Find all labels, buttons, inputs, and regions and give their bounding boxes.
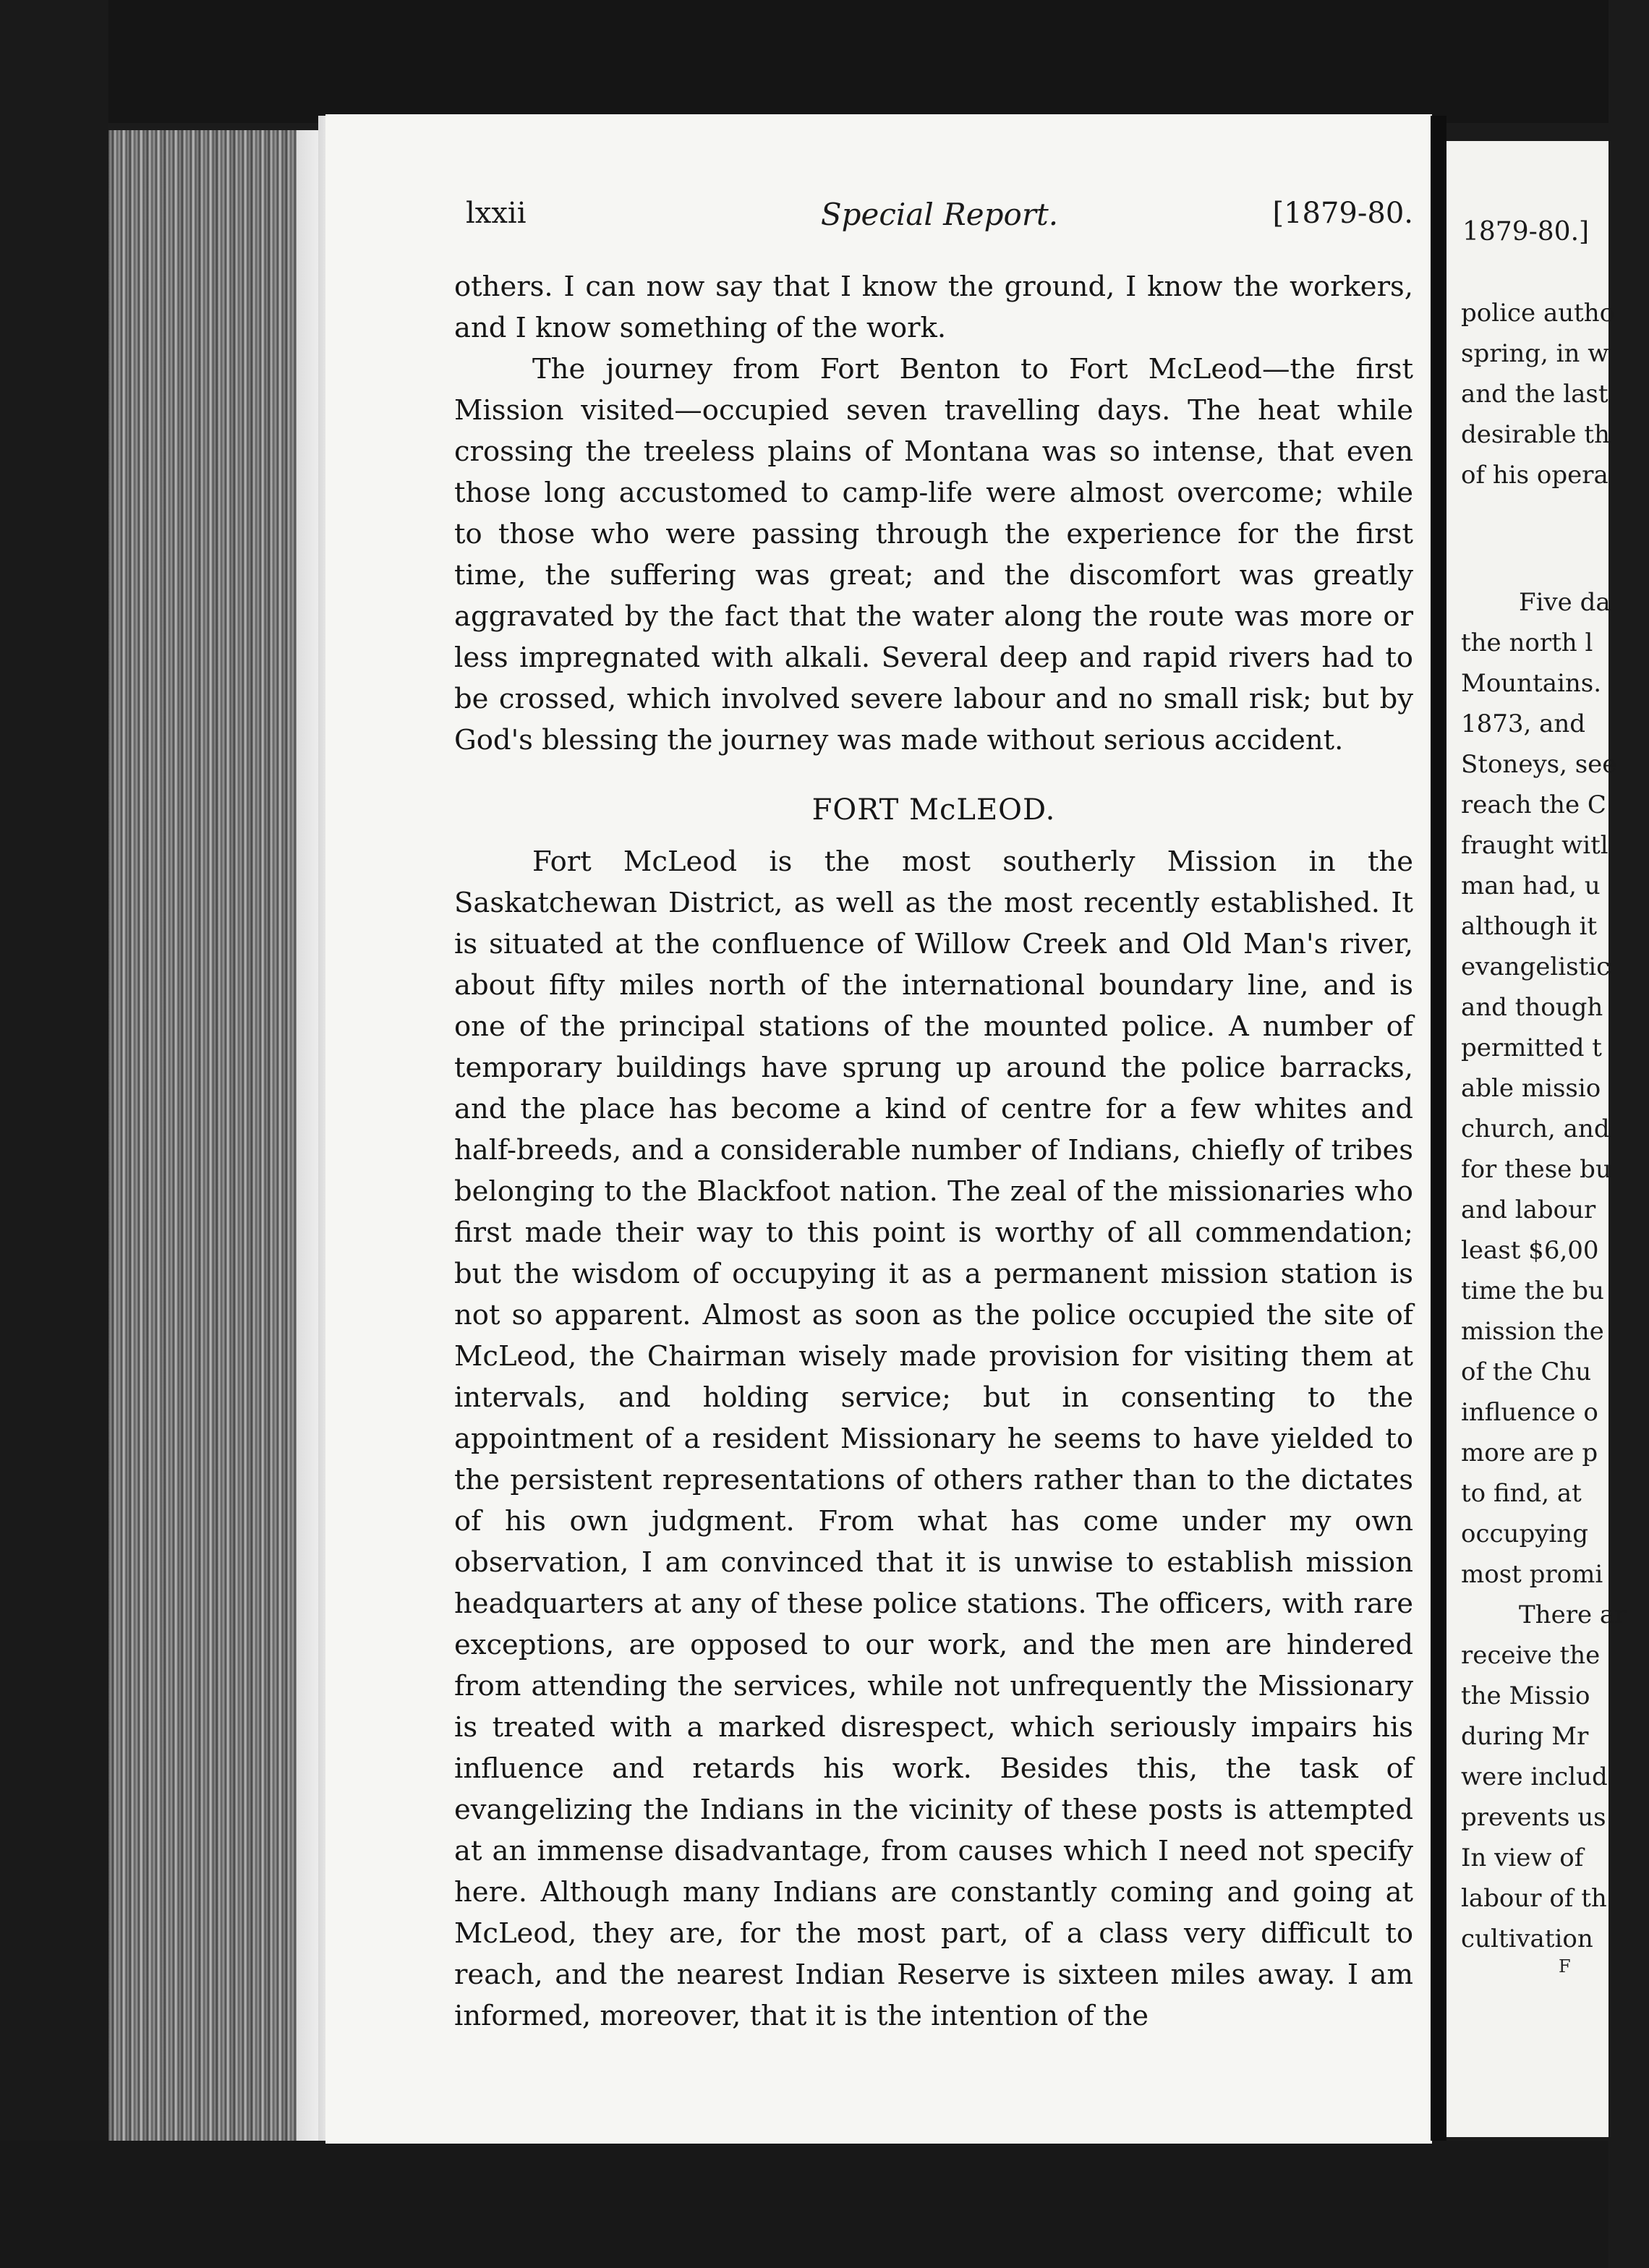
right-page-line: police autho [1461, 299, 1615, 328]
right-page-main-lines [1461, 582, 1649, 1959]
right-page-line: and the last [1461, 380, 1608, 409]
right-page-line: church, and [1461, 1114, 1610, 1143]
right-page-line: 1873, and [1461, 709, 1586, 738]
right-page-line: desirable th [1461, 420, 1610, 449]
right-page-line: mission the [1461, 1317, 1604, 1346]
right-page-line: fraught witl [1461, 831, 1608, 860]
scan-background-left [0, 0, 108, 2268]
right-page-line: most promi [1461, 1560, 1603, 1589]
scan-background-top [0, 0, 1608, 123]
right-page-line: cultivation [1461, 1924, 1593, 1953]
right-page-line: Five da [1519, 588, 1611, 617]
book-page-edges [108, 130, 325, 2141]
right-page-line: more are p [1461, 1438, 1598, 1467]
paragraph-journey: The journey from Fort Benton to Fort McLeod—the first Mission visited—occupied seven travelling days. The heat while crossing the treeless plains of Montana was so intense, that even those long accustomed to camp-life were almost overcome; while to those who were passing through the experience for the first time, the suffering was great; and the discomfort was greatly aggravated by the fact that the water along the route was more or less impregnated with alkali. Several deep and rapid rivers had to be crossed, which involved severe labour and no small risk; but by God's blessing the journey was made without serious accident. [454, 353, 1413, 756]
right-page-line: There ar [1519, 1600, 1627, 1629]
book-gutter [1431, 116, 1446, 2141]
running-title: Special Report. [820, 197, 1059, 232]
signature-mark: F [1559, 1956, 1571, 1977]
right-page-text [1461, 293, 1649, 1959]
right-page-line: evangelistic [1461, 952, 1611, 981]
right-page-line: were includ [1461, 1762, 1608, 1791]
section-heading: FORT McLEOD. [811, 793, 1056, 827]
right-page-line: of his opera [1461, 461, 1608, 490]
right-page-top-lines [1461, 293, 1649, 495]
right-page-running-head: 1879-80.] [1462, 217, 1590, 247]
right-page-line: prevents us [1461, 1803, 1606, 1832]
right-page-line: spring, in w [1461, 339, 1609, 368]
right-page-line: influence o [1461, 1398, 1598, 1427]
running-year: [1879-80. [1272, 197, 1413, 230]
right-page-line: permitted t [1461, 1033, 1602, 1062]
right-page-line: the Missio [1461, 1681, 1590, 1710]
paragraph-continuation: others. I can now say that I know the ground, I know the workers, and I know something of the work. [454, 270, 1413, 344]
right-page-line: the north l [1461, 628, 1593, 657]
right-page-line: reach the C [1461, 790, 1606, 819]
running-head [466, 197, 1413, 247]
right-page-line: of the Chu [1461, 1357, 1592, 1386]
right-page-line: receive the [1461, 1641, 1601, 1670]
right-page-line: for these bu [1461, 1155, 1611, 1184]
right-page-line: man had, u [1461, 871, 1601, 900]
right-page-line: and labour [1461, 1195, 1596, 1224]
right-page-line: Mountains. [1461, 669, 1602, 698]
paragraph-fort-mcleod: Fort McLeod is the most southerly Mission in the Saskatchewan District, as well as the most recently established. It is situated at the confluence of Willow Creek and Old Man's river, about fifty miles north of the international boundary line, and is one of the principal stations of the mounted police. A number of temporary buildings have sprung up around the police barracks, and the place has become a kind of centre for a few whites and half-breeds, and a considerable number of Indians, chiefly of tribes belonging to the Blackfoot nation. The zeal of the missionaries who first made their way to this point is worthy of all commendation; but the wisdom of occupying it as a permanent mission station is not so apparent. Almost as soon as the police occupied the site of McLeod, the Chairman wisely made provision for visiting them at intervals, and holding service; but in consenting to the appointment of a resident Missionary he seems to have yielded to the persistent representations of others rather than to the dictates of his own judgment. From what has come under my own observation, I am convinced that it is unwise to establish mission headquarters at any of these police stations. The officers, with rare exceptions, are opposed to our work, and the men are hindered from attending the services, while not unfrequently the Missionary is treated with a marked disrespect, which seriously impairs his influence and retards his work. Besides this, the task of evangelizing the Indians in the vicinity of these posts is attempted at an immense disadvantage, from causes which I need not specify here. Although many Indians are constantly coming and going at McLeod, they are, for the most part, of a class very difficult to reach, and the nearest Indian Reserve is sixteen miles away. I am informed, moreover, that it is the intention of the [454, 845, 1413, 2032]
body-text [454, 266, 1413, 2037]
right-page-line: and though [1461, 993, 1603, 1022]
right-page-line: to find, at [1461, 1479, 1582, 1508]
right-page-line: Stoneys, see [1461, 750, 1617, 779]
right-page-gap [1461, 495, 1649, 582]
right-page [1446, 141, 1627, 2137]
right-page-line: In view of [1461, 1843, 1584, 1872]
right-page-line: labour of th [1461, 1884, 1607, 1913]
right-page-line: least $6,00 [1461, 1236, 1599, 1265]
scan-background-bottom [0, 2141, 1608, 2268]
right-page-line: able missio [1461, 1074, 1601, 1103]
right-page-line: time the bu [1461, 1276, 1604, 1305]
right-page-line: during Mr [1461, 1722, 1589, 1751]
page-number: lxxii [466, 197, 527, 230]
right-page-line: although it [1461, 912, 1598, 941]
right-page-line: occupying [1461, 1519, 1588, 1548]
